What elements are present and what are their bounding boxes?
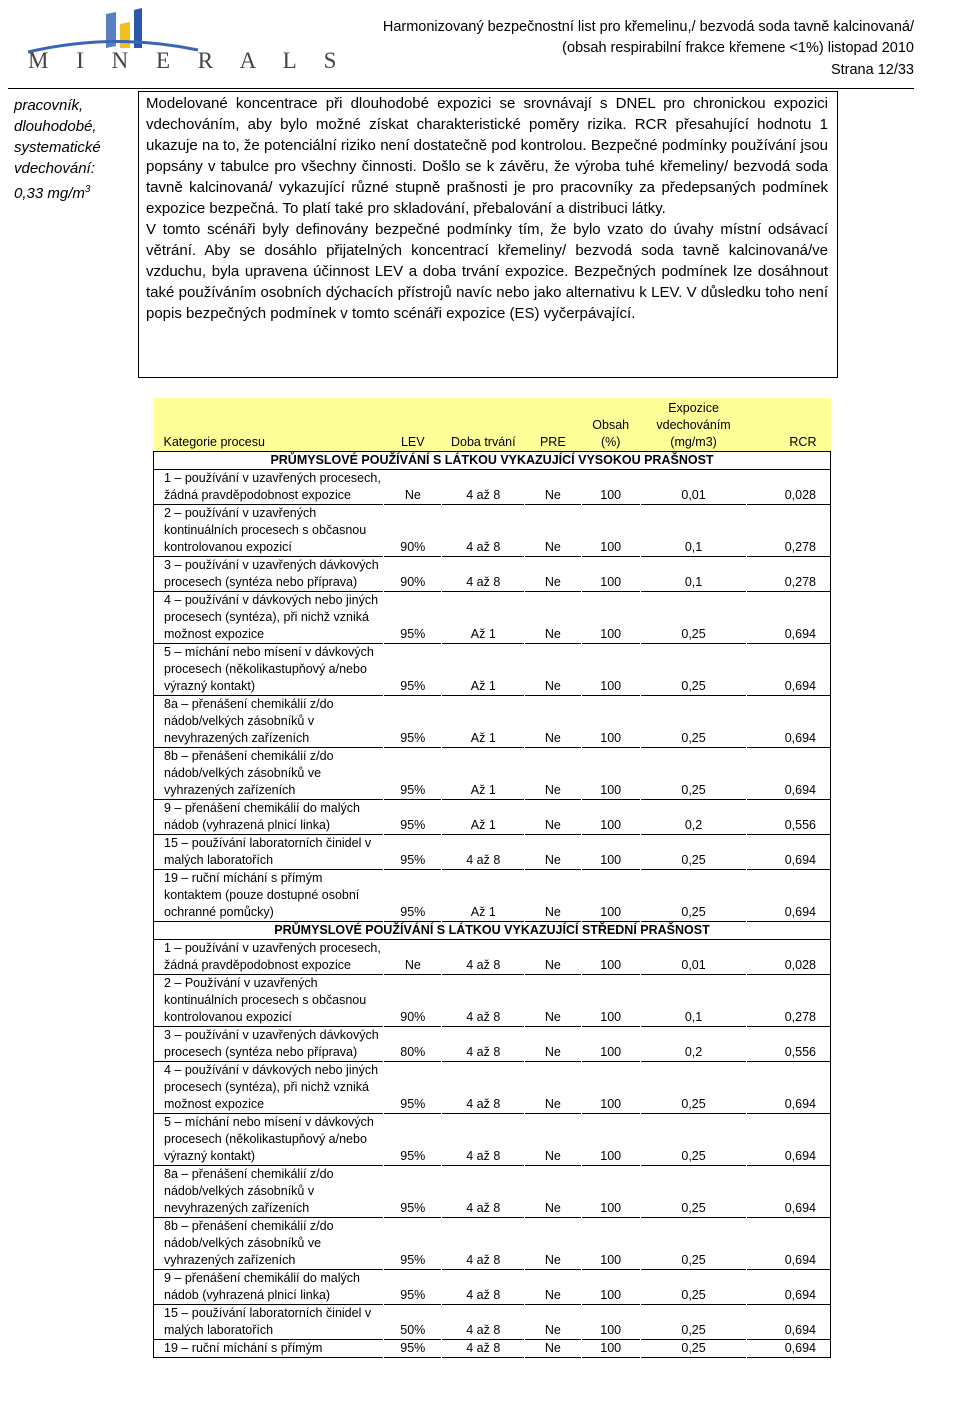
kategorie-line: kontinuálních procesech s občasnou <box>164 993 367 1007</box>
table-row <box>154 940 831 975</box>
cell-lev: 95% <box>384 835 442 870</box>
kategorie-line: procesech (syntéza nebo příprava) <box>164 1045 358 1059</box>
cell-obsah: 100 <box>581 1114 640 1166</box>
document-title-line1: Harmonizovaný bezpečnostní list pro křemelinu,/ bezvodá soda tavně kalcinovaná/ <box>382 19 914 35</box>
table-row <box>154 1305 831 1340</box>
kategorie-line: možnost expozice <box>164 627 265 641</box>
cell-lev: 95% <box>384 1114 442 1166</box>
cell-doba: 4 až 8 <box>442 1218 525 1270</box>
cell-doba: 4 až 8 <box>442 1166 525 1218</box>
table-row <box>154 1114 831 1166</box>
kategorie-line: 19 – ruční míchání s přímým <box>164 871 323 885</box>
table-row <box>154 644 831 696</box>
cell-lev: Ne <box>384 470 442 505</box>
cell-kategorie <box>154 1027 384 1062</box>
cell-kategorie <box>154 696 384 748</box>
cell-kategorie <box>154 1270 384 1305</box>
kategorie-line: nádob/velkých zásobníků ve <box>164 1236 322 1250</box>
header-kategorie: Kategorie procesu <box>154 398 384 452</box>
kategorie-line: 4 – používání v dávkových nebo jiných <box>164 593 379 607</box>
cell-kategorie <box>154 470 384 505</box>
scenario-label-line: vdechování: <box>14 160 95 177</box>
kategorie-line: procesech (několikastupňový a/nebo <box>164 662 367 676</box>
cell-rcr: 0,694 <box>747 592 831 644</box>
cell-rcr: 0,694 <box>747 870 831 922</box>
cell-doba: 4 až 8 <box>442 975 525 1027</box>
cell-exp: 0,25 <box>640 1305 746 1340</box>
table-row <box>154 870 831 922</box>
description-text <box>146 93 828 324</box>
kategorie-line: žádná pravděpodobnost expozice <box>164 958 351 972</box>
cell-kategorie <box>154 1062 384 1114</box>
table-body <box>154 452 831 1358</box>
cell-obsah: 100 <box>581 940 640 975</box>
table-row <box>154 470 831 505</box>
cell-lev: 95% <box>384 1062 442 1114</box>
cell-obsah: 100 <box>581 1305 640 1340</box>
header-exp-l1: Expozice <box>668 401 719 415</box>
scenario-label-line: dlouhodobé, <box>14 118 97 135</box>
cell-lev: 90% <box>384 975 442 1027</box>
header-obsah-l1: Obsah <box>592 418 630 432</box>
kategorie-line: výrazný kontakt) <box>164 679 256 693</box>
cell-kategorie <box>154 644 384 696</box>
cell-kategorie <box>154 1305 384 1340</box>
section-header-row <box>154 922 831 940</box>
section-header-row <box>154 452 831 470</box>
header-pre: PRE <box>525 398 582 452</box>
cell-rcr: 0,694 <box>747 696 831 748</box>
cell-rcr: 0,278 <box>747 975 831 1027</box>
cell-obsah: 100 <box>581 1270 640 1305</box>
cell-rcr: 0,694 <box>747 1340 831 1358</box>
kategorie-line: 1 – používání v uzavřených procesech, <box>164 941 381 955</box>
cell-pre: Ne <box>525 1218 582 1270</box>
cell-rcr: 0,028 <box>747 940 831 975</box>
kategorie-line: 1 – používání v uzavřených procesech, <box>164 471 381 485</box>
cell-lev: 50% <box>384 1305 442 1340</box>
kategorie-line: procesech (syntéza), při nichž vzniká <box>164 610 369 624</box>
paragraph-2: V tomto scénáři byly definovány bezpečné podmínky tím, že bylo vzato do úvahy místní odsávací větrání. Aby se dosáhlo přijatelných koncentrací křemeliny/ bezvodá soda tavně kalcinovaná/ve vzduchu, byla upravena účinnost LEV a doba trvání expozice. Bezpečných podmínek lze dosáhnout také používáním osobních dýchacích přístrojů navíc nebo jako alternativu k LEV. V důsledku toho není popis bezpečných podmínek v tomto scénáři expozice (ES) vyčerpávající. <box>146 221 828 322</box>
cell-pre: Ne <box>525 1305 582 1340</box>
table-row <box>154 1340 831 1358</box>
table-row <box>154 748 831 800</box>
cell-doba: Až 1 <box>442 870 525 922</box>
kategorie-line: 8a – přenášení chemikálií z/do <box>164 697 334 711</box>
cell-exp: 0,25 <box>640 1114 746 1166</box>
cell-obsah: 100 <box>581 975 640 1027</box>
cell-obsah: 100 <box>581 1166 640 1218</box>
cell-pre: Ne <box>525 1027 582 1062</box>
cell-rcr: 0,694 <box>747 1114 831 1166</box>
header-divider <box>8 88 914 89</box>
cell-exp: 0,1 <box>640 505 746 557</box>
cell-pre: Ne <box>525 505 582 557</box>
cell-lev: Ne <box>384 940 442 975</box>
cell-pre: Ne <box>525 835 582 870</box>
table-row <box>154 1027 831 1062</box>
cell-exp: 0,1 <box>640 975 746 1027</box>
cell-rcr: 0,694 <box>747 1270 831 1305</box>
scenario-label-line: pracovník, <box>14 97 84 114</box>
table-row <box>154 1218 831 1270</box>
cell-lev: 95% <box>384 644 442 696</box>
cell-doba: Až 1 <box>442 696 525 748</box>
cell-exp: 0,25 <box>640 696 746 748</box>
kategorie-line: kontrolovanou expozicí <box>164 540 292 554</box>
kategorie-line: kontinuálních procesech s občasnou <box>164 523 367 537</box>
kategorie-line: 9 – přenášení chemikálií do malých <box>164 801 360 815</box>
cell-exp: 0,25 <box>640 1270 746 1305</box>
exposure-table <box>153 398 831 1358</box>
cell-rcr: 0,694 <box>747 1305 831 1340</box>
kategorie-line: malých laboratořích <box>164 853 274 867</box>
cell-doba: 4 až 8 <box>442 1027 525 1062</box>
cell-lev: 95% <box>384 800 442 835</box>
kategorie-line: kontrolovanou expozicí <box>164 1010 292 1024</box>
scenario-unit-sup: 3 <box>84 184 91 195</box>
cell-doba: Až 1 <box>442 592 525 644</box>
kategorie-line: 3 – používání v uzavřených dávkových <box>164 1028 379 1042</box>
kategorie-line: 19 – ruční míchání s přímým <box>164 1341 323 1355</box>
cell-rcr: 0,278 <box>747 557 831 592</box>
cell-pre: Ne <box>525 557 582 592</box>
cell-rcr: 0,278 <box>747 505 831 557</box>
cell-exp: 0,25 <box>640 1340 746 1358</box>
header-exp-l2: vdechováním <box>656 418 731 432</box>
cell-doba: 4 až 8 <box>442 940 525 975</box>
cell-kategorie <box>154 748 384 800</box>
kategorie-line: malých laboratořích <box>164 1323 274 1337</box>
cell-kategorie <box>154 1218 384 1270</box>
kategorie-line: nádob/velkých zásobníků v <box>164 1184 315 1198</box>
kategorie-line: procesech (syntéza), při nichž vzniká <box>164 1080 369 1094</box>
cell-rcr: 0,694 <box>747 1218 831 1270</box>
scenario-label-line: systematické <box>14 139 101 156</box>
cell-obsah: 100 <box>581 1027 640 1062</box>
cell-rcr: 0,694 <box>747 644 831 696</box>
table-row <box>154 696 831 748</box>
cell-lev: 95% <box>384 1166 442 1218</box>
cell-kategorie <box>154 940 384 975</box>
cell-pre: Ne <box>525 1340 582 1358</box>
cell-obsah: 100 <box>581 800 640 835</box>
cell-obsah: 100 <box>581 470 640 505</box>
header-rcr: RCR <box>747 398 831 452</box>
header-doba: Doba trvání <box>442 398 525 452</box>
cell-exp: 0,25 <box>640 1218 746 1270</box>
kategorie-line: nádob (vyhrazená plnicí linka) <box>164 818 331 832</box>
kategorie-line: 8a – přenášení chemikálií z/do <box>164 1167 334 1181</box>
kategorie-line: 2 – používání v uzavřených <box>164 506 317 520</box>
scenario-value: 0,33 mg/m <box>14 185 85 202</box>
cell-lev: 95% <box>384 870 442 922</box>
section-title: PRŮMYSLOVÉ POUŽÍVÁNÍ S LÁTKOU VYKAZUJÍCÍ STŘEDNÍ PRAŠNOST <box>154 922 831 940</box>
kategorie-line: vyhrazených zařízeních <box>164 1253 296 1267</box>
cell-kategorie <box>154 1340 384 1358</box>
kategorie-line: 8b – přenášení chemikálií z/do <box>164 749 334 763</box>
table-row <box>154 975 831 1027</box>
table-row <box>154 505 831 557</box>
cell-rcr: 0,028 <box>747 470 831 505</box>
cell-lev: 80% <box>384 1027 442 1062</box>
cell-exp: 0,1 <box>640 557 746 592</box>
kategorie-line: možnost expozice <box>164 1097 265 1111</box>
cell-lev: 95% <box>384 1218 442 1270</box>
cell-pre: Ne <box>525 696 582 748</box>
kategorie-line: nádob/velkých zásobníků v <box>164 714 315 728</box>
cell-lev: 90% <box>384 557 442 592</box>
cell-doba: 4 až 8 <box>442 1062 525 1114</box>
kategorie-line: nádob/velkých zásobníků ve <box>164 766 322 780</box>
cell-doba: 4 až 8 <box>442 1114 525 1166</box>
cell-lev: 95% <box>384 1270 442 1305</box>
header-obsah <box>581 398 640 452</box>
cell-kategorie <box>154 505 384 557</box>
cell-pre: Ne <box>525 1270 582 1305</box>
cell-doba: 4 až 8 <box>442 470 525 505</box>
cell-pre: Ne <box>525 870 582 922</box>
logo-text: M I N E R A L S <box>28 48 348 73</box>
cell-doba: 4 až 8 <box>442 557 525 592</box>
kategorie-line: nevyhrazených zařízeních <box>164 1201 310 1215</box>
cell-pre: Ne <box>525 644 582 696</box>
cell-kategorie <box>154 870 384 922</box>
kategorie-line: 8b – přenášení chemikálií z/do <box>164 1219 334 1233</box>
cell-obsah: 100 <box>581 748 640 800</box>
kategorie-line: kontaktem (pouze dostupné osobní <box>164 888 360 902</box>
scenario-label-line <box>14 179 136 204</box>
cell-obsah: 100 <box>581 870 640 922</box>
cell-obsah: 100 <box>581 1218 640 1270</box>
cell-exp: 0,25 <box>640 1166 746 1218</box>
kategorie-line: nádob (vyhrazená plnicí linka) <box>164 1288 331 1302</box>
cell-pre: Ne <box>525 975 582 1027</box>
cell-lev: 95% <box>384 748 442 800</box>
cell-rcr: 0,694 <box>747 748 831 800</box>
cell-pre: Ne <box>525 800 582 835</box>
page-number: Strana 12/33 <box>830 62 914 78</box>
cell-lev: 95% <box>384 592 442 644</box>
cell-obsah: 100 <box>581 557 640 592</box>
cell-doba: 4 až 8 <box>442 1305 525 1340</box>
kategorie-line: 9 – přenášení chemikálií do malých <box>164 1271 360 1285</box>
cell-kategorie <box>154 800 384 835</box>
cell-lev: 95% <box>384 1340 442 1358</box>
cell-rcr: 0,694 <box>747 1062 831 1114</box>
header-lev: LEV <box>384 398 442 452</box>
cell-kategorie <box>154 835 384 870</box>
cell-pre: Ne <box>525 470 582 505</box>
header-expozice <box>640 398 746 452</box>
cell-pre: Ne <box>525 940 582 975</box>
cell-exp: 0,25 <box>640 644 746 696</box>
header-exp-l3: (mg/m3) <box>670 435 717 449</box>
scenario-label <box>14 95 136 204</box>
kategorie-line: nevyhrazených zařízeních <box>164 731 310 745</box>
cell-exp: 0,25 <box>640 835 746 870</box>
cell-lev: 95% <box>384 696 442 748</box>
table-row <box>154 557 831 592</box>
document-title-line2: (obsah respirabilní frakce křemene <1%) listopad 2010 <box>562 40 914 56</box>
table-row <box>154 835 831 870</box>
cell-doba: Až 1 <box>442 800 525 835</box>
cell-obsah: 100 <box>581 592 640 644</box>
table-row <box>154 1166 831 1218</box>
cell-kategorie <box>154 557 384 592</box>
kategorie-line: žádná pravděpodobnost expozice <box>164 488 351 502</box>
table-header-row <box>154 398 831 452</box>
cell-obsah: 100 <box>581 1340 640 1358</box>
cell-exp: 0,25 <box>640 870 746 922</box>
cell-doba: 4 až 8 <box>442 835 525 870</box>
cell-exp: 0,2 <box>640 1027 746 1062</box>
cell-obsah: 100 <box>581 644 640 696</box>
cell-rcr: 0,694 <box>747 1166 831 1218</box>
cell-exp: 0,25 <box>640 1062 746 1114</box>
kategorie-line: 3 – používání v uzavřených dávkových <box>164 558 379 572</box>
cell-doba: Až 1 <box>442 644 525 696</box>
cell-pre: Ne <box>525 592 582 644</box>
cell-pre: Ne <box>525 748 582 800</box>
cell-doba: 4 až 8 <box>442 1270 525 1305</box>
cell-doba: Až 1 <box>442 748 525 800</box>
kategorie-line: 15 – používání laboratorních činidel v <box>164 1306 372 1320</box>
kategorie-line: 15 – používání laboratorních činidel v <box>164 836 372 850</box>
paragraph-1: Modelované koncentrace při dlouhodobé expozici se srovnávají s DNEL pro chronickou expozici vdechováním, aby bylo možné získat charakteristické poměry rizika. RCR přesahující hodnotu 1 ukazuje na to, že potenciální riziko není dostatečně pod kontrolou. Bezpečné podmínky používání jsou popsány v tabulce pro všechny činnosti. Došlo se k závěru, že výroba tuhé křemeliny/ bezvodá soda tavně kalcinovaná/ vykazující různé stupně prašnosti je pro pracovníky za předepsaných podmínek expozice bezpečná. To platí také pro skladování, přebalování a distribuci látky. <box>146 95 828 217</box>
cell-kategorie <box>154 592 384 644</box>
cell-exp: 0,01 <box>640 470 746 505</box>
cell-kategorie <box>154 1166 384 1218</box>
kategorie-line: 5 – míchání nebo mísení v dávkových <box>164 645 374 659</box>
cell-pre: Ne <box>525 1114 582 1166</box>
kategorie-line: 5 – míchání nebo mísení v dávkových <box>164 1115 374 1129</box>
table-row <box>154 1062 831 1114</box>
kategorie-line: procesech (několikastupňový a/nebo <box>164 1132 367 1146</box>
cell-pre: Ne <box>525 1062 582 1114</box>
cell-lev: 90% <box>384 505 442 557</box>
cell-exp: 0,25 <box>640 748 746 800</box>
cell-rcr: 0,556 <box>747 1027 831 1062</box>
cell-rcr: 0,556 <box>747 800 831 835</box>
cell-pre: Ne <box>525 1166 582 1218</box>
cell-obsah: 100 <box>581 835 640 870</box>
kategorie-line: procesech (syntéza nebo příprava) <box>164 575 358 589</box>
section-title: PRŮMYSLOVÉ POUŽÍVÁNÍ S LÁTKOU VYKAZUJÍCÍ VYSOKOU PRAŠNOST <box>154 452 831 470</box>
cell-doba: 4 až 8 <box>442 505 525 557</box>
kategorie-line: 2 – Používání v uzavřených <box>164 976 318 990</box>
cell-obsah: 100 <box>581 505 640 557</box>
cell-rcr: 0,694 <box>747 835 831 870</box>
cell-obsah: 100 <box>581 696 640 748</box>
kategorie-line: výrazný kontakt) <box>164 1149 256 1163</box>
cell-obsah: 100 <box>581 1062 640 1114</box>
kategorie-line: vyhrazených zařízeních <box>164 783 296 797</box>
cell-exp: 0,01 <box>640 940 746 975</box>
table-row <box>154 800 831 835</box>
cell-kategorie <box>154 975 384 1027</box>
table-row <box>154 1270 831 1305</box>
cell-kategorie <box>154 1114 384 1166</box>
kategorie-line: ochranné pomůcky) <box>164 905 274 919</box>
header-obsah-l2: (%) <box>600 435 621 449</box>
cell-doba: 4 až 8 <box>442 1340 525 1358</box>
kategorie-line: 4 – používání v dávkových nebo jiných <box>164 1063 379 1077</box>
table-row <box>154 592 831 644</box>
cell-exp: 0,2 <box>640 800 746 835</box>
cell-exp: 0,25 <box>640 592 746 644</box>
